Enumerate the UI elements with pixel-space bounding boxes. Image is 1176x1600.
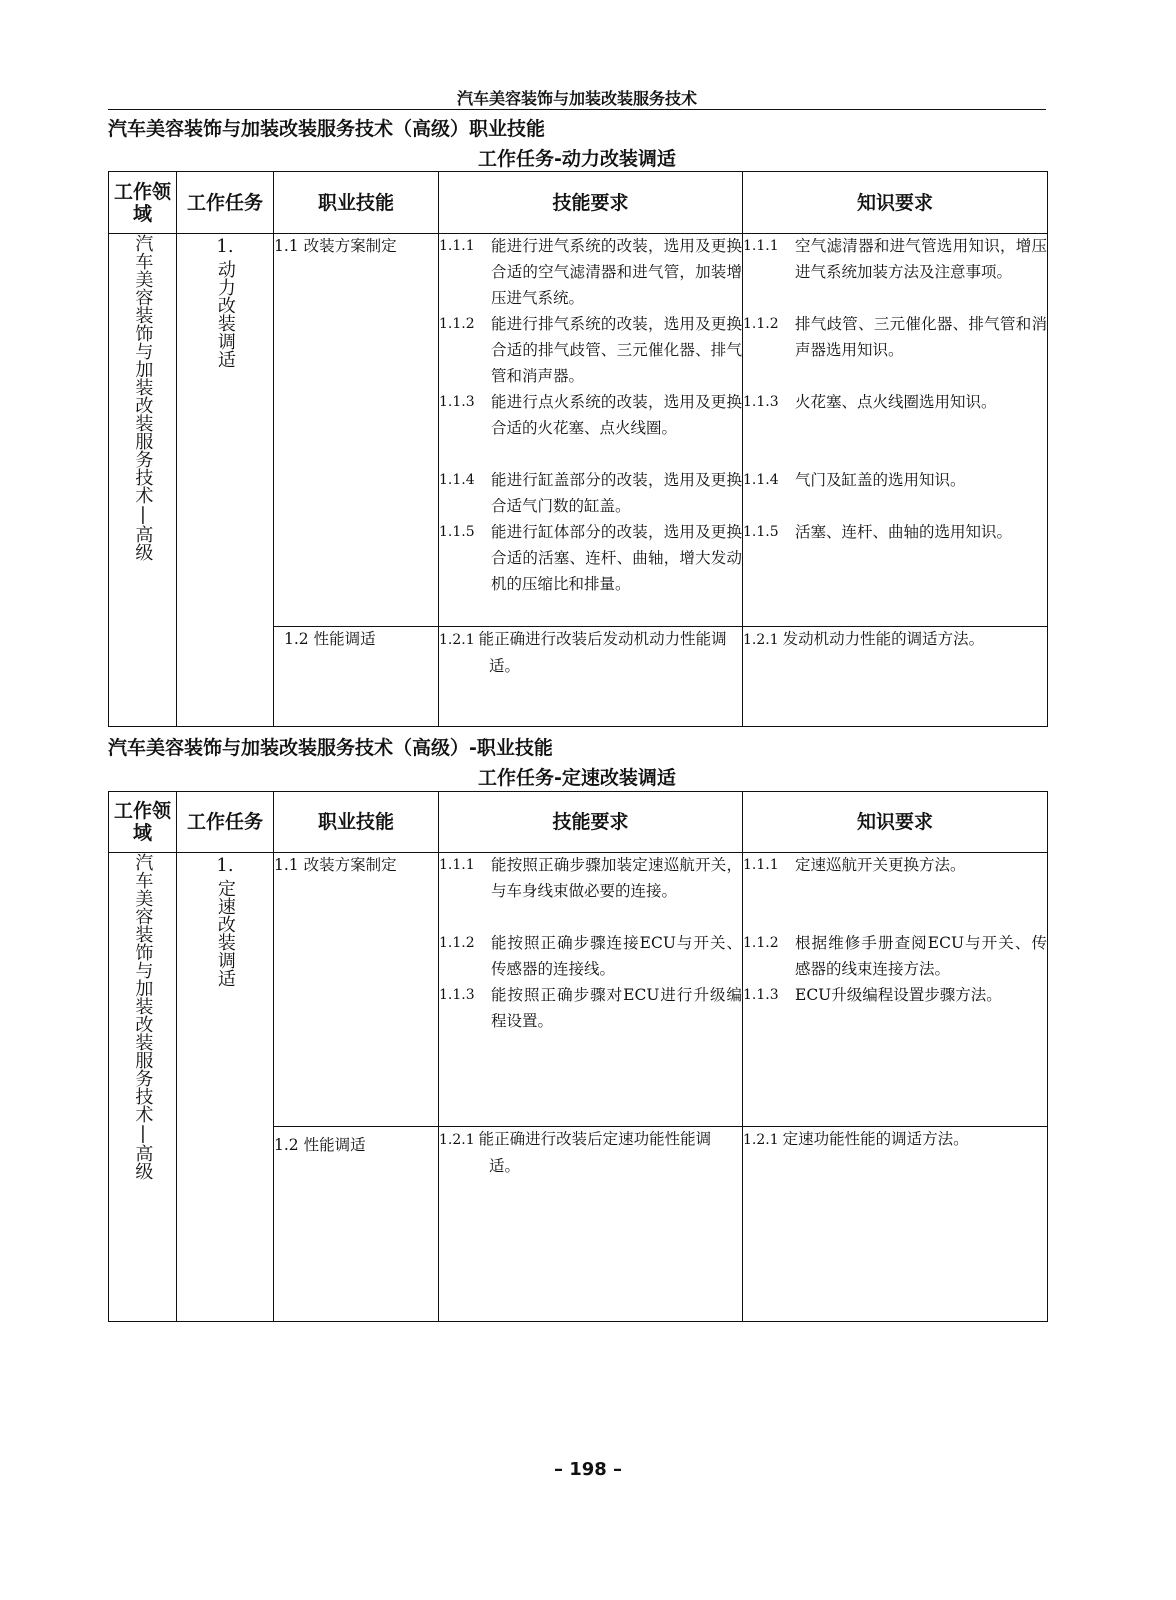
list-item (743, 520, 1047, 546)
skill-label: 1.1 改装方案制定 (274, 237, 397, 255)
knowledge-req-cell (743, 853, 1048, 1127)
skill-req-cell (439, 1127, 743, 1322)
skill-req-cell (439, 627, 743, 727)
item-text: 火花塞、点火线圈选用知识。 (795, 393, 997, 411)
list-item (439, 931, 742, 983)
item-number: 1.1.4 (439, 472, 475, 488)
item-text: 能按照正确步骤加装定速巡航开关，与车身线束做必要的连接。 (491, 856, 742, 900)
header-skill: 职业技能 (274, 792, 439, 853)
item-number: 1.1.5 (743, 524, 779, 540)
item-number: 1.2.1 (439, 1132, 475, 1148)
header-knowledge-req: 知识要求 (743, 172, 1048, 234)
item-number: 1.1.2 (743, 935, 779, 951)
list-item (439, 468, 742, 520)
list-item (743, 234, 1047, 312)
item-text: 气门及缸盖的选用知识。 (795, 471, 966, 489)
item-number: 1.1.3 (743, 987, 779, 1003)
skill-req-cell (439, 853, 743, 1127)
item-number: 1.1.3 (439, 987, 475, 1003)
list-item (743, 468, 1047, 520)
item-number: 1.1.2 (439, 935, 475, 951)
table-header-row (109, 792, 1048, 853)
page-number: – 198 – (553, 1459, 623, 1480)
skills-table-2 (108, 791, 1048, 1322)
skill-label: 1.1 改装方案制定 (274, 856, 397, 874)
header-domain: 工作领域 (109, 792, 177, 853)
list-item (439, 234, 742, 312)
item-text: 活塞、连杆、曲轴的选用知识。 (795, 523, 1013, 541)
task-name: 定速改装调适 (214, 878, 236, 987)
item-text: 能进行缸体部分的改装，选用及更换合适的活塞、连杆、曲轴，增大发动机的压缩比和排量。 (491, 523, 742, 593)
list-item (743, 390, 1047, 468)
list-item (439, 390, 742, 468)
section-title-2: 汽车美容装饰与加装改装服务技术（高级）-职业技能 (108, 737, 553, 759)
item-number: 1.1.1 (439, 857, 475, 873)
header-rule (108, 109, 1046, 110)
header-skill: 职业技能 (274, 172, 439, 234)
table-header-row (109, 172, 1048, 234)
header-task: 工作任务 (177, 792, 274, 853)
skills-table-1 (108, 171, 1048, 727)
item-text: 能进行进气系统的改装，选用及更换合适的空气滤清器和进气管，加装增压进气系统。 (491, 237, 742, 307)
list-item (743, 853, 1047, 931)
domain-text: 汽车美容装饰与加装改装服务技术|高级 (132, 234, 154, 561)
item-text: 能进行排气系统的改装，选用及更换合适的排气歧管、三元催化器、排气管和消声器。 (491, 315, 742, 385)
task-name: 动力改装调适 (214, 259, 236, 368)
item-text: 根据维修手册查阅ECU与开关、传感器的线束连接方法。 (795, 934, 1047, 978)
table-row (109, 853, 1048, 1127)
list-item (439, 853, 742, 931)
item-text: 能按照正确步骤对ECU进行升级编程设置。 (491, 986, 742, 1030)
header-skill-req: 技能要求 (439, 792, 743, 853)
list-item (743, 1127, 1047, 1154)
item-number: 1.1.3 (439, 394, 475, 410)
list-item (743, 627, 1047, 654)
item-text: 发动机动力性能的调适方法。 (782, 630, 985, 648)
task-cell (177, 234, 274, 727)
item-text: ECU升级编程设置步骤方法。 (795, 986, 1002, 1004)
skill-cell (274, 234, 439, 627)
task-title-2: 工作任务-定速改装调适 (478, 767, 676, 789)
item-text: 空气滤清器和进气管选用知识，增压进气系统加装方法及注意事项。 (795, 237, 1047, 281)
knowledge-req-cell (743, 1127, 1048, 1322)
header-knowledge-req: 知识要求 (743, 792, 1048, 853)
list-item (439, 520, 742, 597)
item-number: 1.1.2 (439, 316, 475, 332)
item-text: 能进行缸盖部分的改装，选用及更换合适气门数的缸盖。 (491, 471, 742, 515)
list-item (743, 312, 1047, 390)
task-title-1: 工作任务-动力改装调适 (478, 148, 676, 170)
task-cell (177, 853, 274, 1322)
item-text: 定速功能性能的调适方法。 (782, 1130, 969, 1148)
list-item (439, 1127, 742, 1180)
skill-cell (274, 627, 439, 727)
skill-label: 1.2 性能调适 (284, 630, 376, 648)
header-task: 工作任务 (177, 172, 274, 234)
list-item (743, 983, 1047, 1009)
knowledge-req-cell (743, 627, 1048, 727)
skill-req-cell (439, 234, 743, 627)
table-row (109, 234, 1048, 627)
item-text: 能进行点火系统的改装，选用及更换合适的火花塞、点火线圈。 (491, 393, 742, 437)
list-item (439, 312, 742, 390)
list-item (439, 983, 742, 1035)
item-number: 1.2.1 (743, 1132, 779, 1148)
task-number: 1. (216, 236, 234, 257)
skill-cell (274, 853, 439, 1127)
section-title-1: 汽车美容装饰与加装改装服务技术（高级）职业技能 (108, 118, 546, 140)
running-header: 汽车美容装饰与加装改装服务技术 (456, 89, 697, 108)
item-number: 1.2.1 (743, 632, 779, 648)
list-item (439, 627, 742, 680)
item-text: 排气歧管、三元催化器、排气管和消声器选用知识。 (795, 315, 1047, 359)
item-text: 能正确进行改装后定速功能性能调适。 (478, 1130, 712, 1175)
item-number: 1.1.1 (743, 857, 779, 873)
task-number: 1. (216, 855, 234, 876)
header-domain: 工作领域 (109, 172, 177, 234)
list-item (743, 931, 1047, 983)
item-number: 1.2.1 (439, 632, 475, 648)
domain-cell (109, 853, 177, 1322)
item-number: 1.1.4 (743, 472, 779, 488)
domain-cell (109, 234, 177, 727)
skill-cell (274, 1127, 439, 1322)
item-number: 1.1.2 (743, 316, 779, 332)
item-number: 1.1.1 (439, 238, 475, 254)
item-number: 1.1.5 (439, 524, 475, 540)
header-skill-req: 技能要求 (439, 172, 743, 234)
item-text: 定速巡航开关更换方法。 (795, 856, 966, 874)
skill-label: 1.2 性能调适 (274, 1136, 366, 1154)
domain-text: 汽车美容装饰与加装改装服务技术|高级 (132, 853, 154, 1180)
item-number: 1.1.3 (743, 394, 779, 410)
item-number: 1.1.1 (743, 238, 779, 254)
item-text: 能按照正确步骤连接ECU与开关、传感器的连接线。 (491, 934, 742, 978)
item-text: 能正确进行改装后发动机动力性能调适。 (478, 630, 727, 675)
knowledge-req-cell (743, 234, 1048, 627)
